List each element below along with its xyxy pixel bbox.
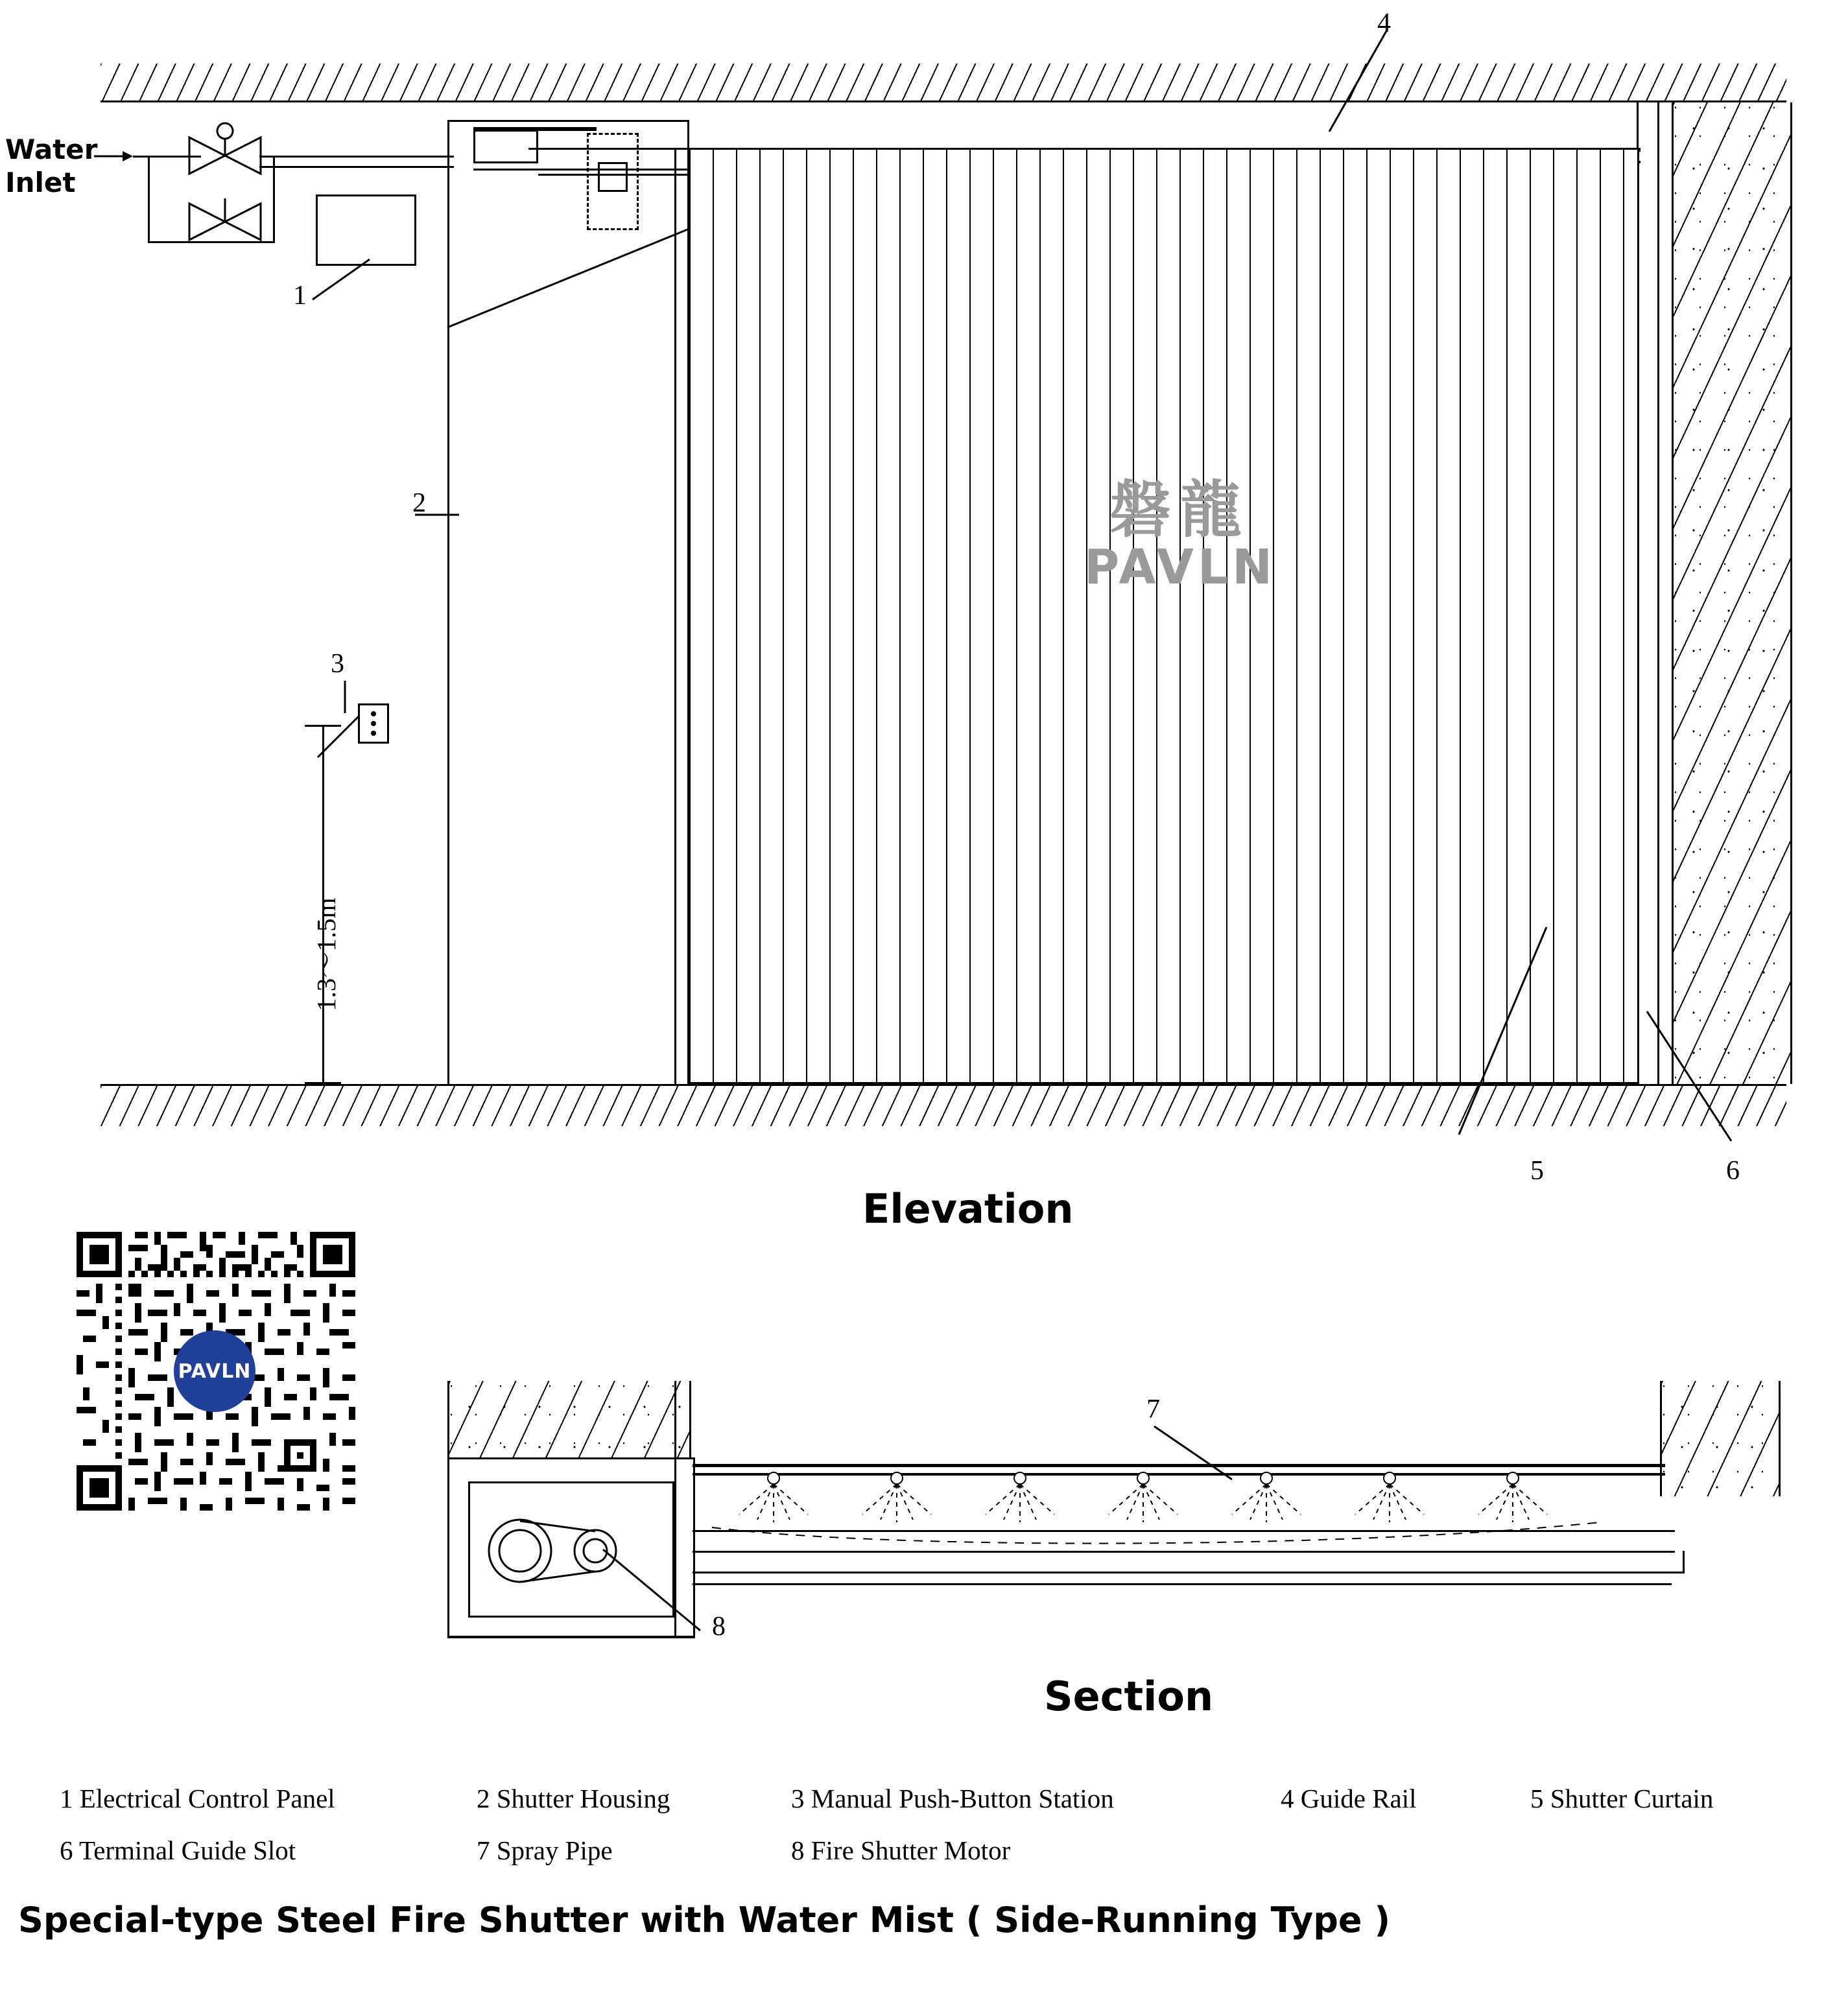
terminal-guide-slot-line-b [1657, 102, 1659, 1084]
housing-top-edge [447, 120, 689, 122]
watermark [1063, 475, 1297, 595]
ceiling-line [101, 100, 1786, 102]
shaft-line [538, 174, 694, 176]
section-curtain-right-cap [1683, 1551, 1685, 1573]
valve-outlet-pipe-2 [259, 166, 454, 168]
callout-3-leader [318, 674, 396, 759]
section-right-slab [1660, 1381, 1781, 1496]
bypass-right [273, 156, 275, 243]
callout-6: 6 [1726, 1156, 1740, 1186]
callout-4: 4 [1377, 8, 1391, 38]
drawing-title: Special-type Steel Fire Shutter with Water Mist ( Side-Running Type ) [18, 1900, 1390, 1940]
section-curtain-line-4 [693, 1583, 1672, 1585]
callout-4-leader [1290, 31, 1388, 135]
callout-5-leader [1459, 927, 1569, 1141]
callout-5: 5 [1530, 1156, 1544, 1186]
housing-inner-line [473, 169, 687, 171]
ceiling-hatch [101, 64, 1786, 102]
legend-row2-item3: 8 Fire Shutter Motor [791, 1835, 1011, 1865]
callout-1: 1 [293, 281, 307, 311]
section-curtain-line-2 [693, 1551, 1675, 1553]
callout-2: 2 [412, 488, 426, 518]
valve-upper [183, 123, 267, 188]
limit-switch-core [598, 162, 628, 192]
section-housing-bottom-ext [447, 1636, 695, 1638]
valve-lower [183, 194, 267, 253]
watermark-en: PAVLN [1084, 539, 1277, 595]
dimension-label: 1.3～1.5m [311, 897, 341, 1011]
legend-row1-item3: 3 Manual Push-Button Station [791, 1784, 1114, 1813]
concrete-wall [1672, 102, 1792, 1084]
bypass-bottom [148, 241, 275, 243]
electrical-control-panel [316, 194, 416, 266]
callout-8-leader [603, 1549, 713, 1634]
watermark-cn: 磐龍 [1109, 475, 1251, 546]
qr-center-logo: PAVLN [174, 1330, 255, 1412]
callout-6-leader [1647, 1011, 1764, 1148]
section-curtain-line-3 [693, 1572, 1685, 1573]
water-inlet-label-line1: Water [5, 134, 98, 165]
curtain-left-jamb [674, 148, 676, 1084]
water-inlet-label [5, 133, 97, 199]
bypass-left [148, 156, 150, 243]
water-inlet-arrow [94, 148, 133, 167]
callout-3: 3 [331, 649, 344, 679]
housing-inner-rail [473, 127, 597, 131]
section-left-slab [447, 1381, 691, 1457]
housing-bracket-diagonal [447, 227, 694, 331]
legend-row2-item2: 7 Spray Pipe [477, 1835, 613, 1865]
callout-7-leader [1154, 1426, 1238, 1485]
legend-row1-item2: 2 Shutter Housing [477, 1784, 670, 1813]
section-curtain-line-1 [693, 1530, 1675, 1532]
legend-row1-item1: 1 Electrical Control Panel [60, 1784, 335, 1813]
motor-box-elevation [473, 130, 538, 163]
section-caption: Section [1044, 1673, 1214, 1720]
callout-8: 8 [712, 1612, 726, 1642]
legend-row1-item4: 4 Guide Rail [1281, 1784, 1417, 1813]
legend-row1-item5: 5 Shutter Curtain [1530, 1784, 1714, 1813]
water-inlet-label-line2: Inlet [5, 167, 76, 199]
valve-outlet-pipe [259, 156, 454, 158]
callout-7: 7 [1146, 1395, 1160, 1424]
dimension-tick-top [305, 725, 341, 727]
elevation-caption: Elevation [862, 1185, 1074, 1232]
legend-row2-item1: 6 Terminal Guide Slot [60, 1835, 296, 1865]
dimension-tick-bottom [305, 1082, 341, 1084]
